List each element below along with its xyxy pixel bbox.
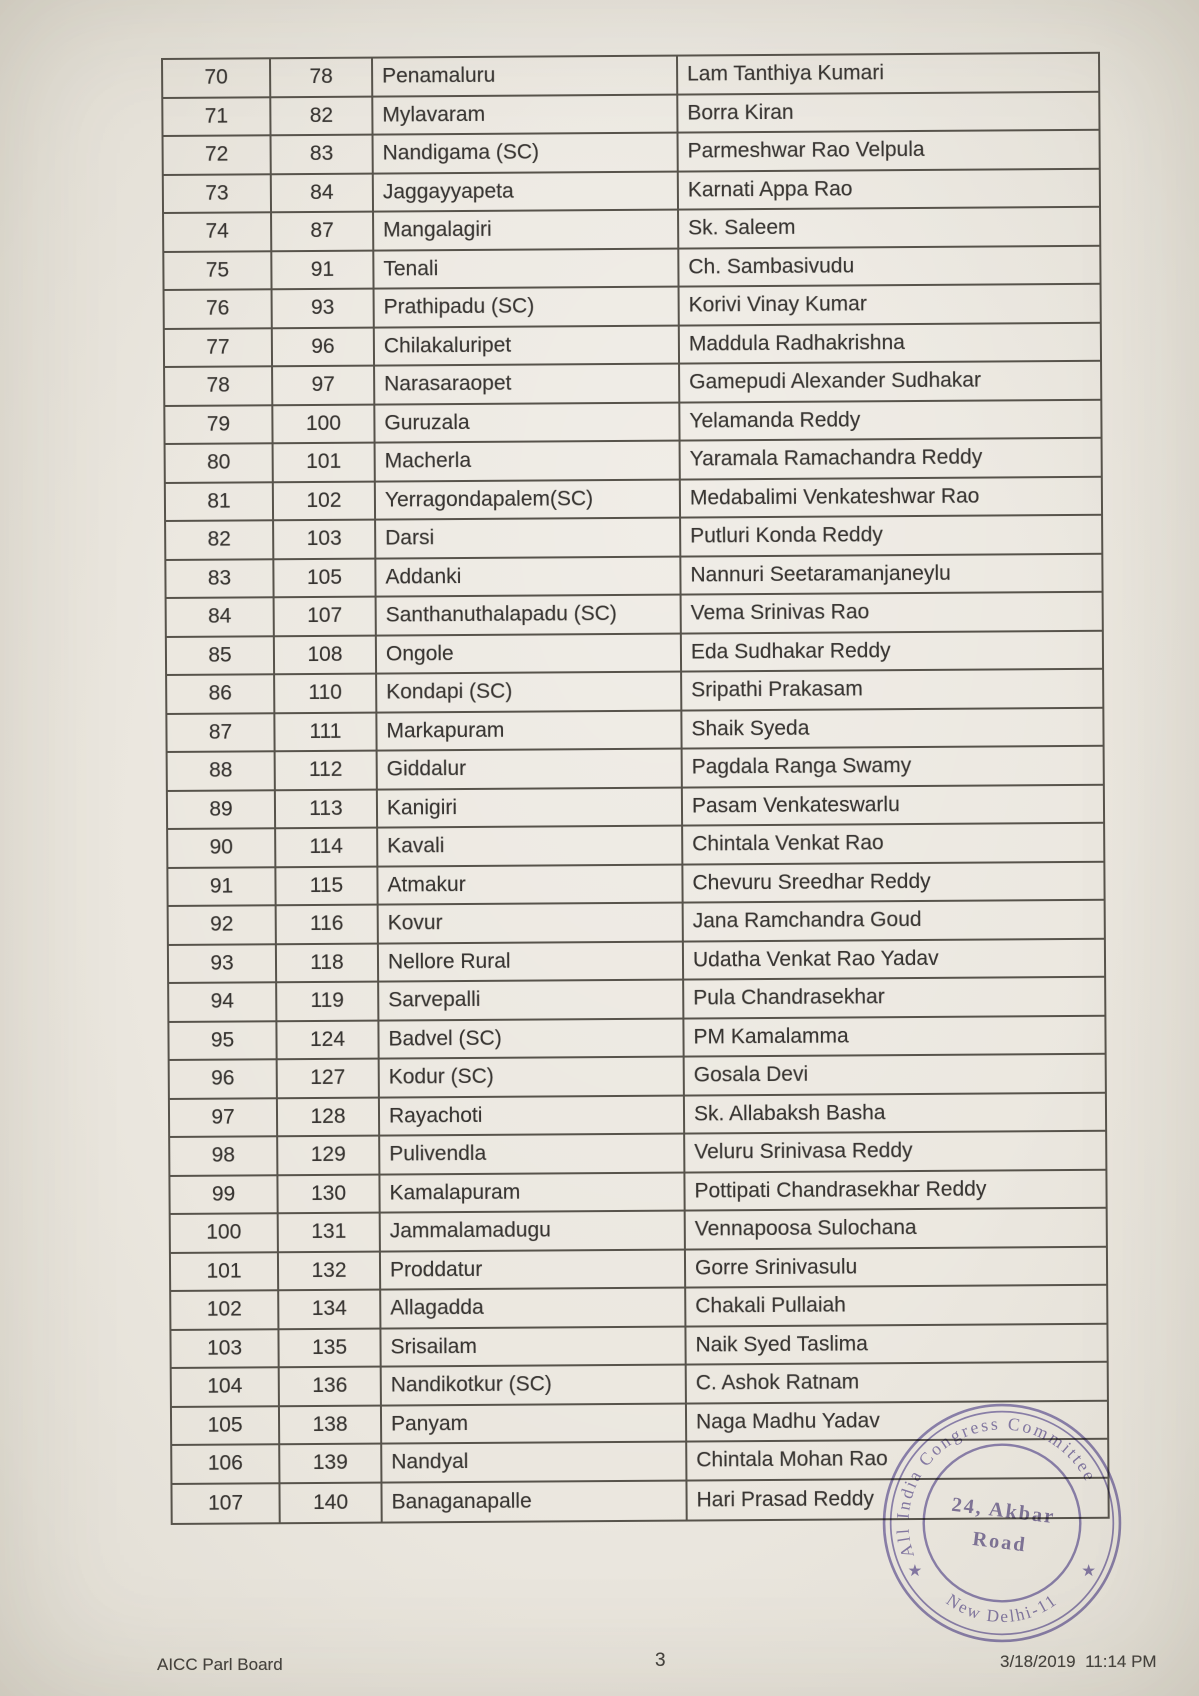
cell-serial-number: 79 (165, 406, 273, 443)
table-row (167, 670, 1102, 715)
cell-serial-number: 73 (164, 175, 272, 212)
table-row (165, 400, 1100, 445)
cell-constituency-number: 83 (272, 136, 374, 173)
cell-candidate-name: C. Ashok Ratnam (695, 1370, 860, 1395)
footer-document-title: AICC Parl Board (157, 1655, 283, 1674)
table-row (172, 1478, 1107, 1523)
cell-constituency-name: Kamalapuram (380, 1173, 685, 1212)
cell-candidate-name: Sk. Saleem (688, 216, 796, 240)
table-row (171, 1247, 1106, 1292)
cell-constituency-name: Kovur (379, 904, 684, 943)
table-row (169, 1016, 1104, 1061)
stamp-bottom-text: New Delhi-11 (942, 1590, 1062, 1627)
cell-serial-number: 71 (163, 98, 271, 135)
cell-constituency-number: 130 (278, 1175, 380, 1212)
cell-serial-number: 92 (169, 906, 277, 943)
cell-serial-number: 91 (168, 868, 276, 905)
table-row (164, 208, 1099, 253)
cell-constituency-name: Penamaluru (373, 57, 678, 96)
table-row (167, 631, 1102, 676)
cell-serial-number: 98 (170, 1137, 278, 1174)
cell-constituency-name: Tenali (374, 249, 679, 288)
cell-serial-number: 105 (172, 1407, 280, 1444)
table-row (166, 439, 1101, 484)
table-row (172, 1401, 1107, 1446)
cell-constituency-name: Santhanuthalapadu (SC) (377, 596, 682, 635)
cell-constituency-name: Narasaraopet (375, 365, 680, 404)
cell-candidate-name: Parmeshwar Rao Velpula (687, 138, 925, 163)
cell-constituency-name: Addanki (376, 557, 681, 596)
table-row (168, 824, 1103, 869)
table-row (169, 901, 1104, 946)
cell-constituency-name: Markapuram (377, 711, 682, 750)
cell-candidate-name: Chevuru Sreedhar Reddy (692, 869, 931, 895)
cell-constituency-number: 135 (279, 1329, 381, 1366)
cell-constituency-number: 124 (277, 1021, 379, 1058)
cell-constituency-name: Giddalur (378, 750, 683, 789)
cell-candidate-name: Vennapoosa Sulochana (694, 1216, 917, 1241)
cell-constituency-name: Jaggayyapeta (374, 172, 679, 211)
cell-constituency-name: Kavali (378, 827, 683, 866)
cell-serial-number: 89 (168, 791, 276, 828)
table-row (164, 246, 1099, 291)
cell-constituency-number: 111 (275, 713, 377, 750)
cell-serial-number: 88 (168, 752, 276, 789)
cell-candidate-name: Naik Syed Taslima (695, 1332, 868, 1357)
cell-candidate-name: Lam Tanthiya Kumari (687, 61, 885, 86)
cell-constituency-name: Kondapi (SC) (377, 673, 682, 712)
cell-serial-number: 76 (165, 290, 273, 327)
cell-constituency-name: Prathipadu (SC) (375, 288, 680, 327)
table-row (166, 477, 1101, 522)
cell-constituency-name: Banaganapalle (382, 1481, 687, 1522)
cell-constituency-number: 140 (280, 1483, 382, 1522)
cell-serial-number: 104 (172, 1368, 280, 1405)
cell-candidate-name: Sk. Allabaksh Basha (693, 1100, 886, 1126)
cell-serial-number: 86 (167, 675, 275, 712)
cell-constituency-number: 105 (274, 559, 376, 596)
cell-serial-number: 90 (168, 829, 276, 866)
cell-candidate-name: Gamepudi Alexander Sudhakar (689, 368, 982, 394)
table-row (166, 554, 1101, 599)
table-row (168, 785, 1103, 830)
cell-constituency-name: Jammalamadugu (381, 1212, 686, 1251)
cell-candidate-name: Pottipati Chandrasekhar Reddy (694, 1177, 987, 1203)
cell-candidate-name: Putluri Konda Reddy (690, 523, 883, 548)
table-row (170, 1093, 1105, 1138)
cell-serial-number: 94 (169, 983, 277, 1020)
table-row (170, 1170, 1105, 1215)
table-row (167, 593, 1102, 638)
cell-constituency-name: Mylavaram (373, 95, 678, 134)
cell-constituency-number: 87 (272, 213, 374, 250)
cell-candidate-name: Yaramala Ramachandra Reddy (689, 445, 983, 471)
cell-candidate-name: Chakali Pullaiah (695, 1293, 846, 1318)
table-row (164, 131, 1099, 176)
cell-candidate-name: Karnati Appa Rao (687, 177, 853, 202)
cell-candidate-name: Sripathi Prakasam (691, 677, 863, 702)
footer-timestamp: 3/18/2019 11:14 PM (1000, 1652, 1157, 1671)
cell-candidate-name: Chintala Venkat Rao (692, 831, 884, 856)
cell-constituency-name: Nellore Rural (379, 942, 684, 981)
cell-serial-number: 101 (171, 1253, 279, 1290)
cell-constituency-name: Guruzala (375, 403, 680, 442)
table-row (164, 169, 1099, 214)
cell-constituency-number: 102 (274, 482, 376, 519)
cell-candidate-name: Korivi Vinay Kumar (688, 292, 867, 317)
cell-constituency-name: Allagadda (381, 1289, 686, 1328)
cell-constituency-number: 108 (275, 636, 377, 673)
candidate-table (161, 52, 1110, 1525)
cell-candidate-name: Borra Kiran (687, 100, 794, 125)
cell-serial-number: 72 (164, 136, 272, 173)
cell-candidate-name: Jana Ramchandra Goud (692, 908, 922, 933)
cell-candidate-name: Pasam Venkateswarlu (691, 792, 900, 818)
cell-constituency-number: 119 (277, 983, 379, 1020)
table-row (165, 323, 1100, 368)
cell-serial-number: 102 (171, 1291, 279, 1328)
cell-candidate-name: Hari Prasad Reddy (696, 1487, 875, 1512)
cell-candidate-name: Pula Chandrasekhar (693, 985, 885, 1010)
cell-constituency-number: 131 (279, 1214, 381, 1251)
table-row (168, 862, 1103, 907)
cell-serial-number: 95 (169, 1022, 277, 1059)
cell-constituency-number: 138 (280, 1406, 382, 1443)
cell-serial-number: 75 (164, 252, 272, 289)
cell-serial-number: 84 (167, 598, 275, 635)
cell-constituency-name: Atmakur (378, 865, 683, 904)
stamp-center-line2: Road (971, 1528, 1028, 1557)
cell-constituency-name: Badvel (SC) (379, 1019, 684, 1058)
cell-serial-number: 96 (170, 1060, 278, 1097)
cell-constituency-name: Ongole (377, 634, 682, 673)
cell-constituency-number: 139 (280, 1445, 382, 1482)
cell-candidate-name: Shaik Syeda (691, 716, 810, 741)
cell-constituency-number: 113 (276, 790, 378, 827)
table-row (171, 1324, 1106, 1369)
cell-constituency-number: 107 (275, 598, 377, 635)
table-row (170, 1132, 1105, 1177)
cell-constituency-name: Mangalagiri (374, 211, 679, 250)
cell-constituency-number: 110 (275, 675, 377, 712)
table-row (167, 708, 1102, 753)
cell-serial-number: 106 (172, 1445, 280, 1482)
cell-constituency-number: 128 (278, 1098, 380, 1135)
cell-constituency-name: Sarvepalli (379, 981, 684, 1020)
stamp-ring-text: All India Congress Committee (892, 1413, 1102, 1561)
cell-candidate-name: Naga Madhu Yadav (695, 1409, 880, 1434)
footer-page-number: 3 (655, 1650, 666, 1671)
table-row (165, 285, 1100, 330)
cell-serial-number: 82 (166, 521, 274, 558)
cell-constituency-number: 136 (280, 1368, 382, 1405)
cell-constituency-name: Darsi (376, 519, 681, 558)
cell-serial-number: 83 (166, 560, 274, 597)
cell-serial-number: 97 (170, 1099, 278, 1136)
cell-candidate-name: Udatha Venkat Rao Yadav (692, 946, 939, 972)
cell-constituency-number: 134 (279, 1291, 381, 1328)
cell-serial-number: 81 (166, 483, 274, 520)
star-icon: ★ (907, 1561, 923, 1580)
table-row (169, 939, 1104, 984)
cell-candidate-name: Yelamanda Reddy (689, 408, 861, 433)
star-icon: ★ (1081, 1561, 1096, 1580)
cell-constituency-number: 115 (276, 867, 378, 904)
cell-serial-number: 85 (167, 637, 275, 674)
cell-constituency-name: Macherla (376, 442, 681, 481)
cell-constituency-name: Chilakaluripet (375, 326, 680, 365)
table-row (171, 1286, 1106, 1331)
cell-candidate-name: Ch. Sambasivudu (688, 254, 855, 279)
cell-constituency-number: 96 (273, 328, 375, 365)
table-row (169, 978, 1104, 1023)
cell-constituency-number: 82 (271, 97, 373, 134)
cell-constituency-number: 118 (277, 944, 379, 981)
table-row (172, 1440, 1107, 1485)
cell-serial-number: 77 (165, 329, 273, 366)
cell-serial-number: 87 (167, 714, 275, 751)
cell-constituency-number: 114 (276, 829, 378, 866)
cell-constituency-number: 127 (278, 1060, 380, 1097)
cell-constituency-number: 97 (273, 367, 375, 404)
cell-candidate-name: Pagdala Ranga Swamy (691, 754, 912, 779)
cell-constituency-number: 129 (278, 1137, 380, 1174)
table-row (166, 516, 1101, 561)
cell-candidate-name: PM Kamalamma (693, 1024, 849, 1049)
cell-candidate-name: Chintala Mohan Rao (696, 1447, 888, 1472)
cell-constituency-name: Kodur (SC) (380, 1058, 685, 1097)
cell-candidate-name: Nannuri Seetaramanjaneylu (690, 561, 951, 587)
cell-constituency-number: 84 (272, 174, 374, 211)
cell-constituency-name: Yerragondapalem(SC) (376, 480, 681, 519)
table-row (163, 54, 1098, 99)
cell-constituency-number: 100 (273, 405, 375, 442)
cell-constituency-name: Nandikotkur (SC) (382, 1366, 687, 1405)
cell-candidate-name: Maddula Radhakrishna (688, 330, 905, 356)
table-row (170, 1055, 1105, 1100)
stamp-center-line1: 24, Akbar (950, 1493, 1057, 1529)
table-row (163, 92, 1098, 137)
cell-serial-number: 107 (172, 1484, 280, 1523)
cell-constituency-number: 112 (276, 752, 378, 789)
cell-constituency-number: 93 (273, 290, 375, 327)
cell-candidate-name: Medabalimi Venkateshwar Rao (689, 484, 980, 510)
cell-serial-number: 80 (166, 444, 274, 481)
cell-candidate-name: Gosala Devi (693, 1062, 809, 1087)
cell-serial-number: 103 (171, 1330, 279, 1367)
table-row (165, 362, 1100, 407)
cell-serial-number: 100 (171, 1214, 279, 1251)
cell-constituency-name: Kanigiri (378, 788, 683, 827)
cell-constituency-name: Panyam (382, 1404, 687, 1443)
cell-candidate-name: Gorre Srinivasulu (694, 1255, 858, 1280)
cell-constituency-name: Rayachoti (380, 1096, 685, 1135)
cell-constituency-number: 91 (272, 251, 374, 288)
cell-constituency-number: 101 (274, 444, 376, 481)
cell-serial-number: 78 (165, 367, 273, 404)
cell-constituency-number: 103 (274, 521, 376, 558)
cell-constituency-name: Srisailam (381, 1327, 686, 1366)
cell-serial-number: 74 (164, 213, 272, 250)
cell-serial-number: 70 (163, 59, 271, 96)
cell-constituency-name: Nandyal (382, 1443, 687, 1482)
cell-candidate-name: Eda Sudhakar Reddy (690, 638, 891, 664)
cell-constituency-name: Pulivendla (380, 1135, 685, 1174)
cell-constituency-name: Nandigama (SC) (374, 134, 679, 173)
cell-constituency-number: 116 (277, 906, 379, 943)
table-row (171, 1209, 1106, 1254)
cell-constituency-name: Proddatur (381, 1250, 686, 1289)
table-row (172, 1363, 1107, 1408)
cell-constituency-number: 78 (271, 59, 373, 96)
cell-serial-number: 99 (170, 1176, 278, 1213)
cell-constituency-number: 132 (279, 1252, 381, 1289)
cell-candidate-name: Vema Srinivas Rao (690, 600, 870, 625)
cell-candidate-name: Veluru Srinivasa Reddy (694, 1139, 913, 1164)
table-row (168, 747, 1103, 792)
cell-serial-number: 93 (169, 945, 277, 982)
